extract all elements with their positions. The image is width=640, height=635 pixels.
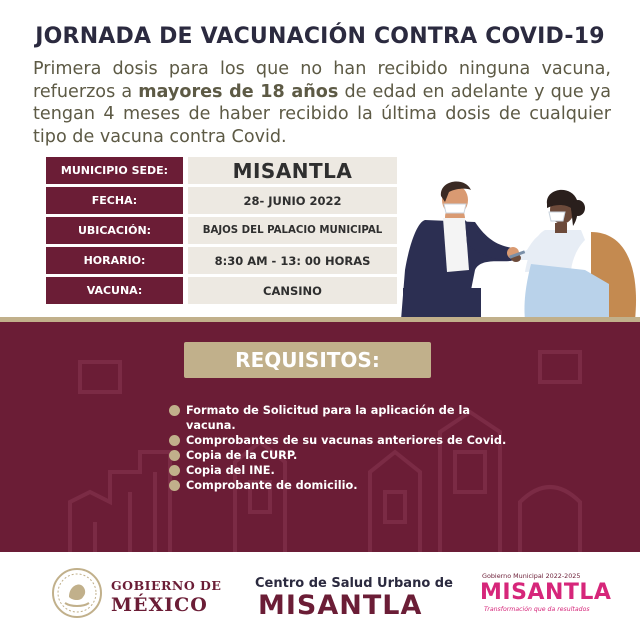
list-item-text: Copia de la CURP. xyxy=(186,449,298,462)
info-row-municipio xyxy=(46,157,397,184)
mexico-eagle-seal-icon xyxy=(51,567,103,619)
info-row-vacuna xyxy=(46,277,397,304)
intro-text-start: Primera dosis para los que no han recibido ninguna vacuna, refuerzos a xyxy=(33,59,611,102)
info-label-fecha: FECHA: xyxy=(46,187,183,214)
list-item xyxy=(169,478,509,493)
bullet-icon xyxy=(169,405,180,416)
centro-salud-text: Centro de Salud Urbano de xyxy=(255,576,453,591)
requirements-heading: REQUISITOS: xyxy=(184,342,431,378)
bullet-icon xyxy=(169,450,180,461)
list-item-text: Formato de Solicitud para la aplicación de la vacuna. xyxy=(186,404,470,432)
info-value-fecha: 28- JUNIO 2022 xyxy=(188,187,397,214)
intro-text-highlight: mayores de 18 años xyxy=(138,81,339,102)
info-row-horario xyxy=(46,247,397,274)
list-item xyxy=(169,448,509,463)
list-item xyxy=(169,433,509,448)
info-value-municipio: MISANTLA xyxy=(188,157,397,184)
list-item-text: Copia del INE. xyxy=(186,464,275,477)
requirements-list xyxy=(169,403,509,493)
bullet-icon xyxy=(169,435,180,446)
list-item xyxy=(169,463,509,478)
list-item-text: Comprobante de domicilio. xyxy=(186,479,358,492)
gobierno-municipal-text: Gobierno Municipal 2022-2025 xyxy=(482,572,581,580)
intro-paragraph xyxy=(33,58,611,148)
gobierno-de-text: GOBIERNO DE xyxy=(111,578,222,593)
bullet-icon xyxy=(169,480,180,491)
vaccination-illustration xyxy=(395,160,640,320)
list-item xyxy=(169,403,509,433)
misantla-logo-text: MISANTLA xyxy=(480,580,612,605)
intro-text-end: de edad en adelante y que ya tengan 4 meses de haber recibido la última dosis de cualquier tipo de vacuna contra Covid. xyxy=(33,81,611,147)
info-row-ubicacion xyxy=(46,217,397,244)
page-title: JORNADA DE VACUNACIÓN CONTRA COVID-19 xyxy=(35,24,605,49)
centro-salud-misantla-text: MISANTLA xyxy=(258,590,423,621)
info-label-vacuna: VACUNA: xyxy=(46,277,183,304)
info-label-ubicacion: UBICACIÓN: xyxy=(46,217,183,244)
info-label-municipio: MUNICIPIO SEDE: xyxy=(46,157,183,184)
info-value-vacuna: CANSINO xyxy=(188,277,397,304)
bullet-icon xyxy=(169,465,180,476)
list-item-text: Comprobantes de su vacunas anteriores de Covid. xyxy=(186,434,507,447)
slogan-text: Transformación que da resultados xyxy=(484,606,590,613)
mexico-text: MÉXICO xyxy=(111,594,208,616)
info-label-horario: HORARIO: xyxy=(46,247,183,274)
info-value-horario: 8:30 AM - 13: 00 HORAS xyxy=(188,247,397,274)
info-row-fecha xyxy=(46,187,397,214)
info-value-ubicacion: BAJOS DEL PALACIO MUNICIPAL xyxy=(188,217,397,244)
